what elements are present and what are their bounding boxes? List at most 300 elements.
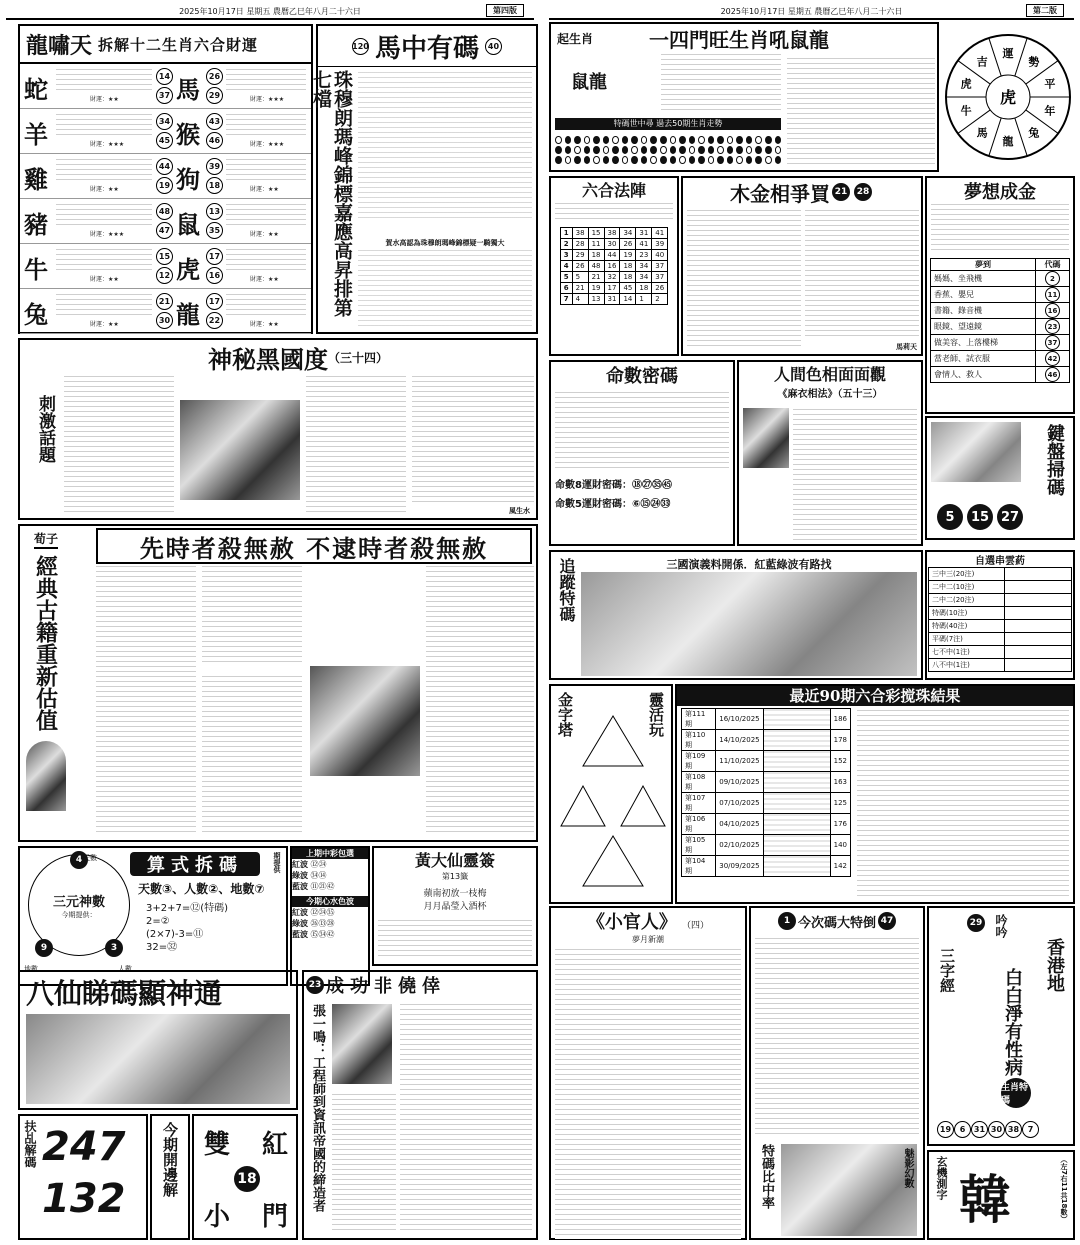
success-vertical: 張一鳴：工程師到資訊帝國的締造者	[310, 1004, 325, 1212]
zodiac-left-num: 44	[156, 158, 173, 175]
dream-key: 做美容、上落樓梯	[931, 335, 1036, 351]
liuhe-row	[560, 228, 667, 239]
success-title-bar	[304, 972, 536, 998]
wood-text-1	[687, 210, 801, 350]
wheel-label: 馬	[976, 126, 988, 140]
header-date: 2025年10月17日 星期五 農曆乙巳年八月二十六日	[179, 6, 361, 16]
liuhe-cell: 40	[652, 250, 668, 261]
classic-text-col-2	[202, 566, 302, 666]
liuhe-row-num: 6	[560, 283, 572, 294]
dream-code: 11	[1045, 287, 1060, 302]
wheel-label: 虎	[960, 77, 972, 91]
liuhe-cell: 44	[604, 250, 620, 261]
results-sum: 142	[830, 856, 850, 877]
liuhe-cell: 17	[604, 283, 620, 294]
dot	[775, 146, 782, 154]
edition-label: 第四版	[486, 4, 524, 17]
liuhe-cell: 18	[620, 272, 636, 283]
liuhe-cell: 30	[604, 239, 620, 250]
choose-row	[929, 633, 1072, 646]
dot	[746, 136, 753, 144]
results-balls	[763, 751, 830, 772]
dot	[746, 156, 753, 164]
zodiac-right-animal: 鼠	[176, 210, 200, 239]
dot	[736, 136, 743, 144]
zodiac-row	[20, 64, 311, 109]
results-date: 09/10/2025	[716, 772, 763, 793]
zodiac-right-animal: 虎	[176, 255, 200, 284]
ming-line-2: 命數5運財密碼：⑥⑮㉔㉝	[555, 499, 671, 510]
zodiac-row	[20, 154, 311, 199]
dream-col-2: 代碼	[1035, 259, 1069, 271]
zodiac-row	[20, 289, 311, 334]
smile-num-1: 19	[937, 1121, 954, 1138]
results-balls	[763, 835, 830, 856]
horse-title: 馬中有碼	[374, 33, 479, 64]
classic-headline-box	[96, 528, 532, 564]
liuhe-row-num: 2	[560, 239, 572, 250]
liuhe-cell: 5	[572, 272, 588, 283]
calc-eq-2: 2=②	[146, 916, 170, 927]
results-date: 16/10/2025	[716, 709, 763, 730]
zodiac-left-animal: 牛	[24, 255, 48, 284]
liuhe-cell: 32	[604, 272, 620, 283]
dot	[641, 136, 648, 144]
dot	[584, 136, 591, 144]
zodiac-right-num: 26	[206, 68, 223, 85]
dot	[631, 146, 638, 154]
liuhe-title: 六合法陣	[581, 181, 646, 200]
dream-intro	[931, 204, 1069, 254]
zodiac-title: 龍嘯天	[26, 32, 93, 59]
results-sum: 152	[830, 751, 850, 772]
mystery-text-col-2	[306, 376, 406, 516]
calc-eq-3: (2×7)-3=⑪	[146, 929, 204, 940]
results-date: 07/10/2025	[716, 793, 763, 814]
classic-tag: 荀子	[34, 530, 58, 549]
shangqi-row-6-nums: ⑮㉞㊷	[310, 930, 335, 939]
dream-val	[1035, 287, 1069, 303]
liuhe-cell: 34	[636, 261, 652, 272]
dot	[603, 146, 610, 154]
zodiac-right-rating: 財運：★★★	[250, 96, 285, 103]
zodiac-left-num: 12	[156, 267, 173, 284]
results-sum: 163	[830, 772, 850, 793]
wong-section	[372, 846, 538, 966]
zodiac-right-rating: 財運：★★★	[250, 141, 285, 148]
dot	[565, 146, 572, 154]
shangqi-row-2-nums: ㉞⑭	[310, 871, 327, 880]
dot	[708, 156, 715, 164]
liuhe-cell: 48	[588, 261, 604, 272]
dot	[555, 156, 562, 164]
dream-col-1: 夢到	[931, 259, 1036, 271]
results-sum: 140	[830, 835, 850, 856]
liuhe-cell: 39	[652, 239, 668, 250]
mystery-part: （三十四）	[327, 350, 388, 365]
results-row	[682, 814, 851, 835]
liuhe-row-num: 7	[560, 294, 572, 305]
shengxiao-section	[549, 22, 939, 172]
dot	[593, 146, 600, 154]
dot	[612, 136, 619, 144]
dream-code: 23	[1045, 319, 1060, 334]
smile-num-2: 6	[954, 1121, 971, 1138]
results-row	[682, 730, 851, 751]
fuqi-num-1: 247	[42, 1124, 126, 1170]
wong-line-2: 月月晶瑩入酒杯	[423, 902, 487, 912]
dot	[593, 136, 600, 144]
wheel-label: 龍	[1002, 135, 1014, 148]
calc-eq-1: 3+2+7=⑫(特碼)	[146, 903, 229, 914]
results-issue: 第107期	[682, 793, 716, 814]
zodiac-left-rating: 財運：★★	[90, 96, 119, 103]
face-section	[737, 360, 923, 546]
face-sub: 《麻衣相法》	[777, 389, 838, 400]
keyboard-num-1: 5	[937, 504, 963, 530]
baxian-title: 八仙睇碼顯神通	[26, 977, 223, 1010]
shengxiao-title: 一四門旺生肖吼鼠龍	[649, 27, 830, 52]
zodiac-right-text	[226, 68, 306, 94]
horse-vertical-headline: 珠穆朗瑪峰錦標嘉應高昇排第七檔	[310, 70, 353, 317]
dot	[727, 146, 734, 154]
results-more	[857, 710, 1069, 900]
shangqi-row-4-label: 紅波	[292, 908, 308, 917]
zodiac-right-nums	[206, 203, 223, 239]
dream-title: 夢想成金	[964, 182, 1036, 203]
smile-num-4: 30	[988, 1121, 1005, 1138]
zodiac-left-text	[56, 158, 152, 184]
calc-circle-sub: 今期提供：	[61, 910, 97, 919]
liuhe-cell: 2	[652, 294, 668, 305]
wheel-section	[941, 22, 1075, 172]
horse-section	[310, 24, 538, 334]
smile-num-6: 7	[1022, 1121, 1039, 1138]
shangqi-title-2: 今期心水色波	[292, 896, 368, 907]
success-text-2	[332, 1090, 396, 1234]
classic-side-title: 經典古籍重新估值	[32, 555, 59, 731]
results-balls	[763, 814, 830, 835]
horse-title-bar	[318, 26, 536, 67]
liuhe-cell: 19	[588, 283, 604, 294]
calc-title-box	[130, 852, 260, 876]
double-char-1: 雙	[204, 1130, 231, 1160]
zodiac-left-text	[56, 248, 152, 274]
shengxiao-animals: 鼠龍	[571, 72, 607, 93]
calc-left-num: 9	[35, 939, 53, 957]
zodiac-right-nums	[206, 68, 223, 104]
results-sum: 186	[830, 709, 850, 730]
results-balls	[763, 772, 830, 793]
special-image	[781, 1144, 917, 1236]
results-sum: 125	[830, 793, 850, 814]
shangqi-row-4-nums: ⑫㉔㉟	[310, 908, 335, 917]
liuhe-cell: 34	[636, 272, 652, 283]
zodiac-left-num: 45	[156, 132, 173, 149]
han-char: 韓	[959, 1170, 1012, 1231]
liuhe-cell: 26	[620, 239, 636, 250]
face-sub-line	[739, 385, 921, 400]
header-date-right: 2025年10月17日 星期五 農曆乙巳年八月二十六日	[720, 6, 903, 16]
results-issue: 第106期	[682, 814, 716, 835]
wood-text-2	[805, 210, 919, 340]
liuhe-cell: 28	[572, 239, 588, 250]
results-balls	[763, 793, 830, 814]
dot	[660, 156, 667, 164]
keyboard-section	[925, 416, 1075, 540]
dot	[670, 136, 677, 144]
choose-label: 平碼(7注)	[929, 633, 1005, 646]
shangqi-title: 上期中彩包選	[292, 848, 368, 859]
edition-label-right: 第二版	[1026, 4, 1064, 17]
results-date: 30/09/2025	[716, 856, 763, 877]
dot	[574, 136, 581, 144]
horse-article-body-2	[358, 250, 532, 330]
liuhe-cell: 14	[620, 294, 636, 305]
calc-label-ren: 人數	[118, 965, 132, 973]
liuhe-row-num: 5	[560, 272, 572, 283]
face-title: 人間色相面面觀	[773, 365, 886, 384]
dot	[755, 146, 762, 154]
results-title: 最近90期六合彩搅珠結果	[677, 686, 1073, 706]
results-balls	[763, 730, 830, 751]
face-part: （五十三）	[837, 389, 883, 400]
baxian-section	[18, 970, 298, 1110]
wong-line-1: 蘋南初放一枝梅	[423, 889, 487, 899]
liuhe-row	[560, 239, 667, 250]
liuhe-cell: 13	[588, 294, 604, 305]
mystery-illustration	[180, 400, 300, 500]
dot	[736, 146, 743, 154]
zodiac-left-text	[56, 68, 152, 94]
han-section	[927, 1150, 1075, 1240]
calc-top-num: 4	[70, 851, 88, 869]
classic-text-col-1	[96, 566, 196, 836]
results-issue: 第108期	[682, 772, 716, 793]
smile-v5: 生肖特碼	[1001, 1078, 1031, 1108]
pyramid-section	[549, 684, 673, 904]
dot	[689, 156, 696, 164]
liuhe-cell: 45	[620, 283, 636, 294]
shangqi-row-1-nums: ⑫㉔	[310, 860, 327, 869]
mystery-caption: 風生水	[509, 507, 530, 515]
baxian-illustration	[26, 1014, 290, 1104]
horse-subhead: 賀水高認為珠穆朗瑪峰錦標疑一騎獨大	[385, 239, 505, 247]
zodiac-left-text	[56, 113, 152, 139]
dream-row	[931, 367, 1070, 383]
zodiac-subtitle: 拆解十二生肖六合財運	[98, 35, 259, 54]
choose-blank	[1005, 568, 1072, 581]
calc-title: 算式拆碼	[147, 855, 243, 876]
smile-v4: 三字經	[938, 948, 956, 993]
gulou-section	[749, 906, 925, 1240]
zodiac-left-num: 21	[156, 293, 173, 310]
zodiac-left-rating: 財運：★★	[90, 186, 119, 193]
zodiac-left-num: 37	[156, 87, 173, 104]
dream-code: 2	[1045, 271, 1060, 286]
zodiac-left-nums	[156, 293, 173, 329]
dot-row	[555, 156, 781, 164]
results-balls	[763, 856, 830, 877]
ming-title: 命數密碼	[606, 366, 678, 387]
wheel-label: 勢	[1028, 55, 1040, 69]
dot	[670, 156, 677, 164]
dot	[679, 146, 686, 154]
classic-temple-image	[310, 666, 420, 776]
face-portrait	[743, 408, 789, 468]
mystery-text-col-1	[64, 376, 174, 516]
dot	[612, 146, 619, 154]
gulou-num-1: 1	[778, 912, 796, 930]
liuhe-cell: 16	[604, 261, 620, 272]
zodiac-right-animal: 馬	[176, 75, 200, 104]
zodiac-left-num: 15	[156, 248, 173, 265]
liuhe-cell: 26	[572, 261, 588, 272]
zodiac-left-nums	[156, 158, 173, 194]
dot	[612, 156, 619, 164]
double-num: 18	[234, 1166, 260, 1192]
smile-v2: 香港地	[1044, 938, 1065, 992]
wheel-center: 虎	[999, 88, 1017, 107]
sanguo-section	[549, 550, 923, 680]
choose-label: 八不中(1注)	[929, 659, 1005, 672]
liuhe-cell: 23	[636, 250, 652, 261]
liuhe-row	[560, 294, 667, 305]
calc-formula: 天數③、人數②、地數⑦	[138, 882, 265, 896]
special-label: 特碼比中率	[759, 1144, 774, 1209]
dot	[717, 156, 724, 164]
today-section	[150, 1114, 190, 1240]
fuqi-section	[18, 1114, 148, 1240]
classic-headline: 先時者殺無赦 不逮時者殺無赦	[139, 533, 489, 563]
gulou-title: 今次碼大特倒	[797, 915, 876, 931]
zodiac-left-nums	[156, 248, 173, 284]
sanguo-title: 三國演義料開係．紅藍綠波有路找	[666, 558, 832, 571]
dot	[717, 146, 724, 154]
shangqi-row-5-nums: ㉖⑬㉘	[310, 919, 335, 928]
fuqi-num-2: 132	[42, 1176, 126, 1222]
dream-val	[1035, 271, 1069, 287]
xiaoguan-title-bar	[551, 908, 745, 934]
dream-row	[931, 319, 1070, 335]
mystery-section	[18, 338, 538, 520]
wood-num-1: 21	[832, 183, 850, 201]
shangqi-row-3-nums: ⑪㉑㊷	[310, 882, 335, 891]
double-char-4: 門	[261, 1202, 288, 1232]
keyboard-num-3: 27	[997, 504, 1023, 530]
liuhe-cell: 21	[588, 272, 604, 283]
results-table	[681, 708, 851, 877]
page-header	[6, 4, 534, 20]
choose-row	[929, 568, 1072, 581]
dot-row	[555, 136, 781, 144]
mystery-side-label: 刺激話題	[35, 395, 55, 463]
shangqi-row-2	[292, 870, 368, 881]
ming-text	[555, 392, 729, 472]
dream-key: 眼鏡、望遠鏡	[931, 319, 1036, 335]
dot	[717, 136, 724, 144]
wood-title-bar	[683, 178, 921, 206]
zodiac-left-num: 47	[156, 222, 173, 239]
zodiac-right-nums	[206, 158, 223, 194]
dot	[631, 136, 638, 144]
results-row	[682, 835, 851, 856]
choose-title: 自選串雲葯	[975, 556, 1025, 567]
liuhe-row	[560, 283, 667, 294]
liuhe-row	[560, 261, 667, 272]
zodiac-left-num: 34	[156, 113, 173, 130]
success-photo	[332, 1004, 392, 1084]
zodiac-right-animal: 猴	[176, 120, 200, 149]
dot	[622, 136, 629, 144]
smile-num-5: 38	[1005, 1121, 1022, 1138]
wheel-label: 兔	[1028, 126, 1040, 140]
results-issue: 第111期	[682, 709, 716, 730]
zodiac-right-num: 17	[206, 248, 223, 265]
han-note: （左7右11共18數）	[1060, 1156, 1068, 1223]
zodiac-right-text	[226, 293, 306, 319]
shangqi-row-3	[292, 881, 368, 892]
liuhe-row-num: 1	[560, 228, 572, 239]
xiaoguan-text	[555, 949, 741, 1239]
dot	[698, 146, 705, 154]
liuhe-cell: 18	[636, 283, 652, 294]
dot	[565, 156, 572, 164]
zodiac-right-nums	[206, 293, 223, 329]
liuhe-cell: 19	[620, 250, 636, 261]
dream-key: 媽媽、坐飛機	[931, 271, 1036, 287]
liuhe-row-num: 3	[560, 250, 572, 261]
shangqi-row-1	[292, 859, 368, 870]
gulou-text	[755, 938, 919, 1138]
dream-row	[931, 351, 1070, 367]
dot	[622, 146, 629, 154]
xiaoguan-part: （四）	[682, 921, 710, 931]
dot	[593, 156, 600, 164]
dot	[574, 146, 581, 154]
choose-blank	[1005, 646, 1072, 659]
zodiac-left-nums	[156, 68, 173, 104]
zodiac-right-num: 13	[206, 203, 223, 220]
dot	[650, 136, 657, 144]
zodiac-left-rating: 財運：★★	[90, 321, 119, 328]
dot	[650, 146, 657, 154]
xiaoguan-title: 《小官人》	[586, 912, 677, 933]
zodiac-title-bar	[20, 26, 311, 64]
dot	[631, 156, 638, 164]
dot	[698, 136, 705, 144]
choose-row	[929, 581, 1072, 594]
choose-label: 特碼(10注)	[929, 607, 1005, 620]
calc-note: 期提供	[273, 852, 281, 873]
results-row	[682, 751, 851, 772]
sanguo-illustration	[581, 572, 917, 676]
zodiac-left-animal: 羊	[24, 120, 48, 149]
liuhe-row-num: 4	[560, 261, 572, 272]
mystery-title: 神秘黑國度	[207, 344, 328, 374]
liuhe-cell: 21	[572, 283, 588, 294]
zodiac-left-rating: 財運：★★★	[90, 141, 125, 148]
zodiac-left-animal: 豬	[24, 210, 48, 239]
calc-circle	[28, 854, 130, 956]
zodiac-right-rating: 財運：★★	[250, 231, 279, 238]
zodiac-left-num: 19	[156, 177, 173, 194]
zodiac-right-nums	[206, 113, 223, 149]
dot	[679, 136, 686, 144]
smile-badge: 29	[967, 914, 985, 932]
choose-row	[929, 620, 1072, 633]
zodiac-left-num: 14	[156, 68, 173, 85]
